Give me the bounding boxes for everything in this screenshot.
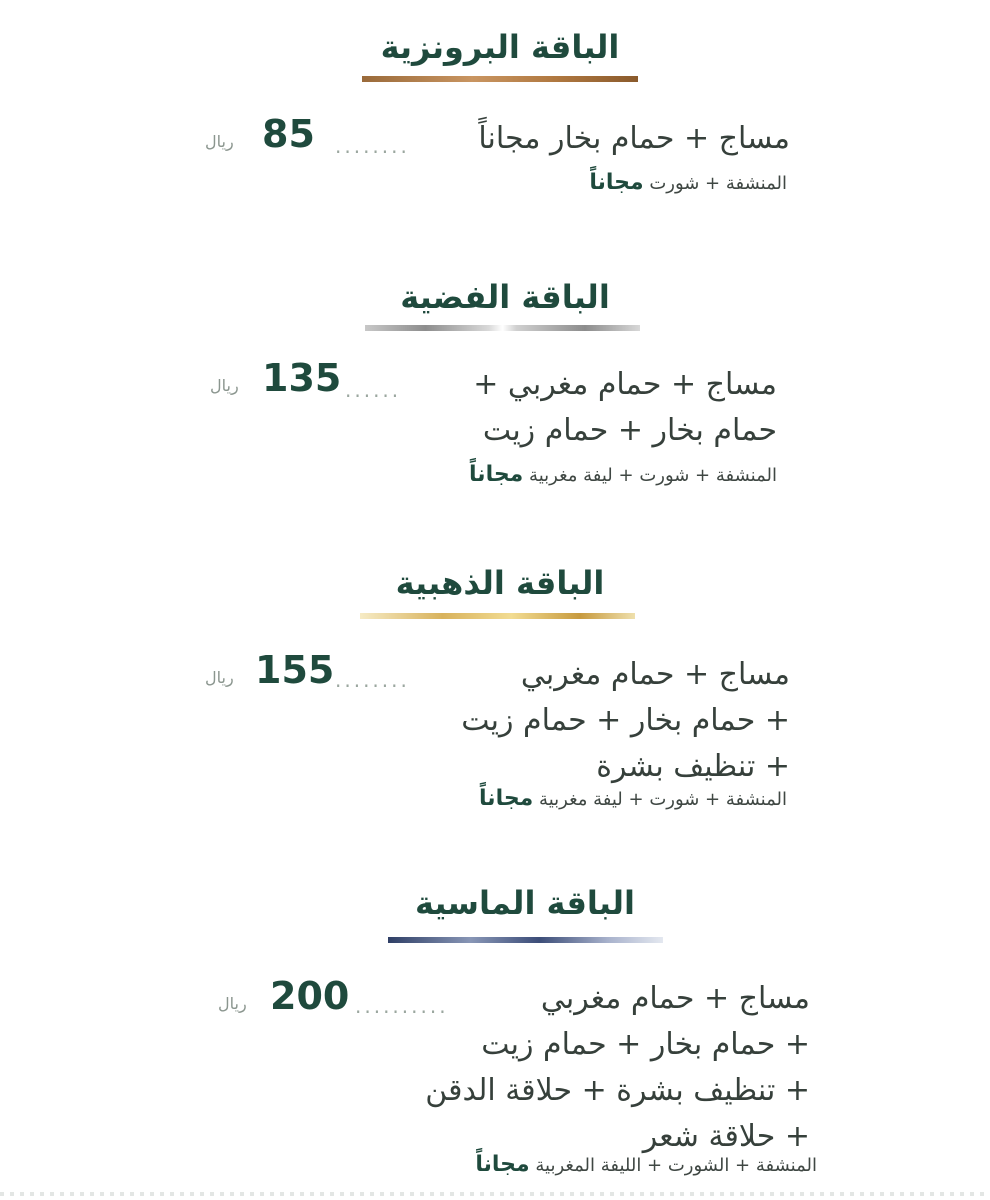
free-items-line: [479, 786, 787, 811]
package-price: 155: [255, 648, 335, 692]
free-items-line: [589, 170, 787, 195]
package-price: 85: [262, 112, 315, 156]
currency-label: ريال: [210, 376, 239, 395]
free-items-line: [469, 462, 777, 487]
service-line: + تنظيف بشرة + حلاقة الدقن: [425, 1073, 810, 1108]
title-underline-bar: [365, 325, 640, 331]
service-line: حمام بخار + حمام زيت: [482, 413, 777, 448]
free-items-text: المنشفة + شورت + ليفة مغربية: [539, 789, 787, 810]
price-dots: ......: [345, 378, 402, 402]
package-title: الباقة الماسية: [415, 884, 635, 922]
free-word: مجاناً: [479, 786, 534, 811]
service-line: + تنظيف بشرة: [596, 749, 790, 784]
package-price: 135: [262, 356, 342, 400]
service-line: + حمام بخار + حمام زيت: [461, 703, 790, 738]
service-line: مساج + حمام مغربي: [520, 657, 790, 692]
package-services: [478, 116, 790, 162]
free-word: مجاناً: [475, 1152, 530, 1177]
title-underline-bar: [388, 937, 663, 943]
package-title: الباقة الفضية: [400, 278, 610, 316]
service-line: مساج + حمام مغربي +: [473, 367, 777, 402]
free-word: مجاناً: [589, 170, 644, 195]
price-dots: ........: [335, 134, 410, 158]
free-items-text: المنشفة + شورت + ليفة مغربية: [529, 465, 777, 486]
currency-label: ريال: [205, 668, 234, 687]
service-line: + حمام بخار + حمام زيت: [481, 1027, 810, 1062]
price-dots: ........: [335, 668, 410, 692]
service-line: + حلاقة شعر: [642, 1119, 810, 1154]
service-line: مساج + حمام بخار مجاناً: [478, 121, 790, 156]
title-underline-bar: [360, 613, 635, 619]
free-items-text: المنشفة + شورت: [649, 173, 787, 194]
package-title: الباقة البرونزية: [380, 28, 620, 66]
package-services: [461, 652, 790, 790]
footer-divider: [0, 1192, 990, 1196]
package-services: [473, 362, 777, 454]
package-services: [425, 976, 810, 1160]
free-word: مجاناً: [469, 462, 524, 487]
currency-label: ريال: [218, 994, 247, 1013]
package-price: 200: [270, 974, 350, 1018]
currency-label: ريال: [205, 132, 234, 151]
free-items-text: المنشفة + الشورت + الليفة المغربية: [535, 1155, 817, 1176]
title-underline-bar: [362, 76, 638, 82]
package-title: الباقة الذهبية: [395, 564, 605, 602]
free-items-line: [475, 1152, 817, 1177]
price-dots: ..........: [355, 994, 449, 1018]
service-line: مساج + حمام مغربي: [540, 981, 810, 1016]
